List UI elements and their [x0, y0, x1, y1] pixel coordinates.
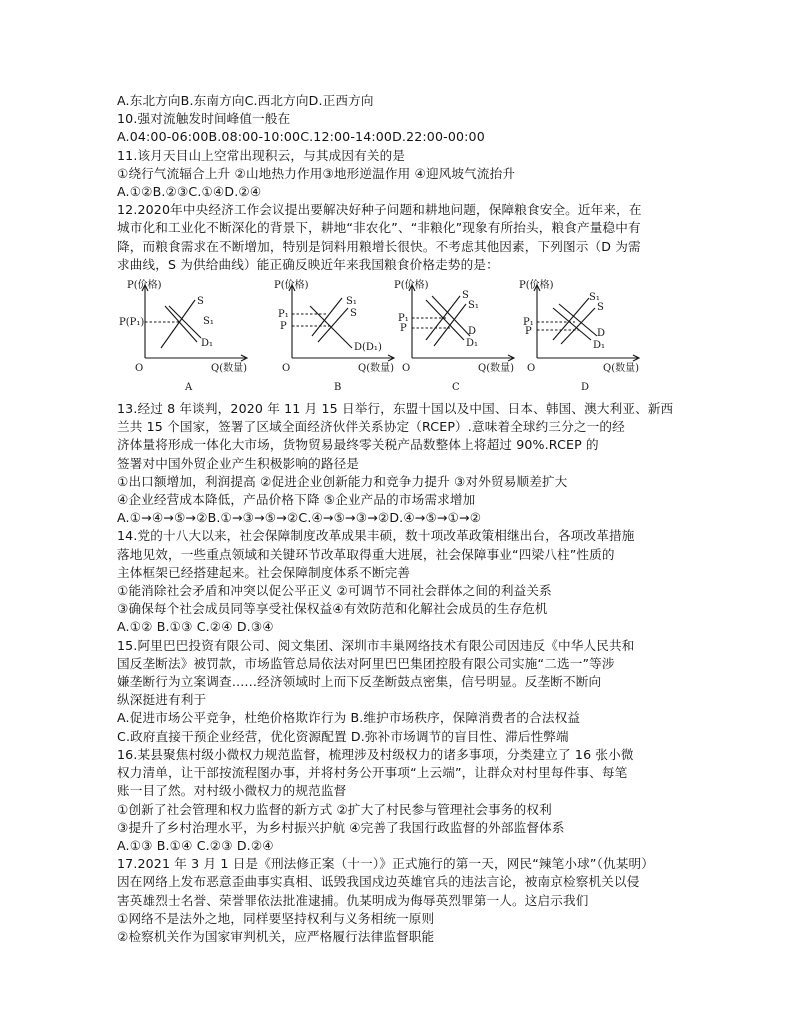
graph-d-label-p1: P₁	[523, 317, 534, 329]
graph-b-label-p: P	[280, 321, 287, 333]
graph-b-y-axis: P(价格)	[274, 280, 309, 292]
text-line: 主体框架已经搭建起来。社会保障制度体系不断完善	[117, 564, 411, 580]
text-line: A.东北方向B.东南方向C.西北方向D.正西方向	[117, 93, 374, 108]
graph-b-label-s1: S₁	[346, 296, 357, 308]
graph-b-label-p1: P₁	[278, 309, 289, 321]
text-line: 国反垄断法》被罚款，市场监管总局依法对阿里巴巴集团控股有限公司实施“二选一”等涉	[117, 655, 615, 671]
text-line: 15.阿里巴巴投资有限公司、阅文集团、深圳市丰巢网络技术有限公司因违反《中华人民共和	[117, 637, 635, 653]
graph-d-label-s1: S₁	[589, 292, 600, 304]
text-line: ②检察机关作为国家审判机关，应严格履行法律监督职能	[117, 928, 435, 944]
graph-c	[392, 278, 532, 398]
exam-page	[117, 92, 717, 946]
graph-c-origin: O	[402, 363, 411, 375]
text-line: 害英雄烈士名誉、荣誉罪依法批准逮捕。仇某明成为侮辱英烈罪第一人。这启示我们	[117, 892, 589, 908]
graph-b-label-s: S	[350, 308, 357, 320]
graph-c-svg	[392, 278, 532, 398]
graph-b-caption: B	[334, 382, 342, 394]
text-line: 账一目了然。对村级小微权力的规范监督	[117, 783, 347, 799]
graph-c-y-axis: P(价格)	[394, 280, 429, 292]
graph-a-x-axis: Q(数量)	[211, 363, 248, 375]
graph-c-label-p: P	[400, 323, 407, 335]
text-line: 城市化和工业化不断深化的背景下，耕地“非农化”、“非粮化”现象有所抬头，粮食产量稳中有	[117, 220, 641, 236]
text-line: A.①→④→⑤→②B.①→③→⑤→②C.④→⑤→③→②D.④→⑤→①→②	[117, 510, 482, 526]
graph-b-origin: O	[282, 363, 291, 375]
graph-c-label-d1: D₁	[466, 338, 479, 350]
text-line: ③确保每个社会成员同等享受社保权益④有效防范和化解社会成员的生存危机	[117, 601, 548, 617]
text-line: 嫌垄断行为立案调查……经济领域时上而下反垄断鼓点密集，信号明显。反垄断不断向	[117, 674, 602, 690]
text-line: ①网络不是法外之地，同样要坚持权利与义务相统一原则	[117, 910, 435, 926]
graph-c-x-axis: Q(数量)	[478, 363, 515, 375]
graph-a-label-s: S	[197, 296, 204, 308]
graph-c-caption: C	[452, 382, 460, 394]
graph-a-label-d1: D₁	[201, 338, 214, 350]
graph-d-label-d: D	[597, 328, 606, 340]
graph-d-label-p: P	[525, 326, 532, 338]
question-block-bottom	[117, 400, 717, 946]
text-line: A.①②B.②③C.①④D.②④	[117, 184, 262, 200]
text-line: 降，而粮食需求在不断增加，特别是饲料用粮增长很快。不考虑其他因素，下列图示（D 为需	[117, 238, 641, 254]
text-line: 17.2021 年 3 月 1 日是《刑法修正案（十一）》正式施行的第一天，网民“辣笔小球”（仇某明）	[117, 856, 654, 872]
text-line: A.①③ B.①④ C.②③ D.②④	[117, 837, 274, 853]
graph-b	[272, 278, 412, 398]
text-line: 兰共 15 个国家，签署了区域全面经济伙伴关系协定（RCEP）.意味着全球约三分之一的经	[117, 419, 625, 435]
graph-c-label-p1: P₁	[398, 313, 409, 325]
text-line: 签署对中国外贸企业产生积极影响的路径是	[117, 455, 360, 471]
text-line: ①能消除社会矛盾和冲突以促公平正义 ②可调节不同社会群体之间的利益关系	[117, 583, 552, 599]
text-line: C.政府直接干预企业经营，优化资源配置 D.弥补市场调节的盲目性、滞后性弊端	[117, 728, 569, 744]
graph-a-label-s1: S₁	[203, 316, 214, 328]
text-line: 权力清单，让干部按流程图办事，并将村务公开事项“上云端”，让群众对村里每件事、每笔	[117, 765, 628, 781]
graph-a-svg	[119, 278, 265, 398]
text-line: 12.2020年中央经济工作会议提出要解决好种子问题和耕地问题，保障粮食安全。近年来，在	[117, 202, 642, 218]
graph-a	[119, 278, 265, 398]
graph-d-origin: O	[527, 363, 536, 375]
text-line: 14.党的十八大以来，社会保障制度改革成果丰硕，数十项改革政策相继出台，各项改革措施	[117, 528, 635, 544]
graph-d-svg	[517, 278, 657, 398]
graph-b-label-d: D(D₁)	[354, 342, 382, 354]
graph-a-label-p: P(P₁)	[119, 317, 145, 329]
graph-d-label-s: S	[597, 302, 604, 314]
question-block-top	[117, 92, 717, 274]
text-line: 纵深挺进有利于	[117, 692, 207, 708]
text-line: 求曲线，S 为供给曲线）能正确反映近年来我国粮食价格走势的是：	[117, 256, 499, 272]
text-line: ③提升了乡村治理水平，为乡村振兴护航 ④完善了我国行政监督的外部监督体系	[117, 819, 565, 835]
graph-d-caption: D	[581, 382, 590, 394]
graph-a-y-axis: P(价格)	[127, 280, 162, 292]
text-line: A.04:00-06:00B.08:00-10:00C.12:00-14:00D.22:00-00:00	[117, 129, 485, 145]
graph-d-label-d1: D₁	[593, 340, 606, 352]
graph-c-label-s: S	[462, 290, 469, 302]
text-line: 13.经过 8 年谈判，2020 年 11 月 15 日举行，东盟十国以及中国、日本、韩国、澳大利亚、新西	[117, 401, 674, 417]
graph-c-label-s1: S₁	[468, 300, 479, 312]
text-line: 11.该月天目山上空常出现积云，与其成因有关的是	[117, 147, 406, 163]
text-line: 落地见效，一些重点领域和关键环节改革取得重大进展，社会保障事业“四梁八柱”性质的	[117, 546, 615, 562]
graph-b-svg	[272, 278, 412, 398]
text-line: ①绕行气流辐合上升 ②山地热力作用③地形逆温作用 ④迎风坡气流抬升	[117, 165, 516, 181]
graph-a-caption: A	[185, 382, 193, 394]
graph-b-x-axis: Q(数量)	[358, 363, 395, 375]
text-line: ①创新了社会管理和权力监督的新方式 ②扩大了村民参与管理社会事务的权利	[117, 801, 552, 817]
text-line: A.①② B.①③ C.②④ D.③④	[117, 619, 274, 635]
text-line: 16.某县聚焦村级小微权力规范监督，梳理涉及村级权力的诸多事项，分类建立了 16 张小微	[117, 746, 634, 762]
graph-a-origin: O	[135, 363, 144, 375]
text-line: 济体量将形成一体化大市场，货物贸易最终零关税产品数整体上将超过 90%.RCEP 的	[117, 437, 599, 453]
supply-demand-graphs	[117, 278, 717, 398]
graph-d-x-axis: Q(数量)	[603, 363, 640, 375]
text-line: 10.强对流触发时间峰值一般在	[117, 111, 291, 127]
graph-d	[517, 278, 657, 398]
text-line: 因在网络上发布恶意歪曲事实真相、诋毁我国戍边英雄官兵的违法言论，被南京检察机关以侵	[117, 874, 640, 890]
text-line: ①出口额增加，利润提高 ②促进企业创新能力和竞争力提升 ③对外贸易顺差扩大	[117, 473, 568, 489]
graph-c-label-d: D	[468, 326, 477, 338]
text-line: A.促进市场公平竞争，杜绝价格欺诈行为 B.维护市场秩序，保障消费者的合法权益	[117, 710, 581, 726]
graph-d-y-axis: P(价格)	[519, 280, 554, 292]
text-line: ④企业经营成本降低，产品价格下降 ⑤企业产品的市场需求增加	[117, 492, 476, 508]
